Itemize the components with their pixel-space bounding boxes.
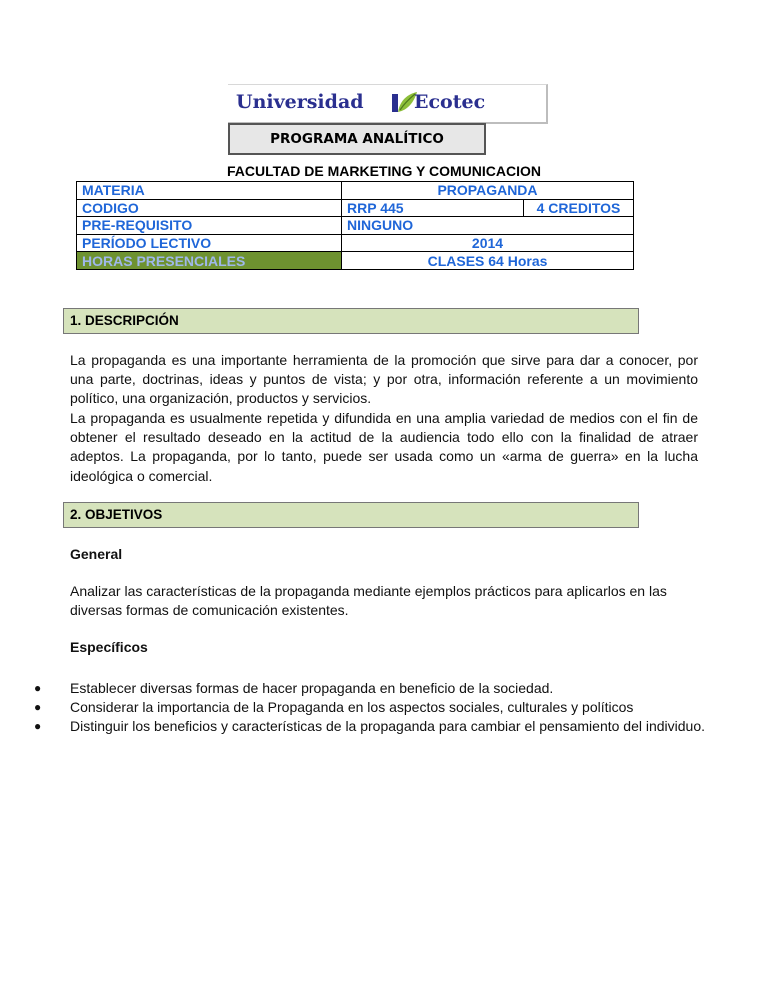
list-item [34, 717, 734, 736]
list-item-text: Distinguir los beneficios y características de la propaganda para cambiar el pensamiento del individuo. [70, 718, 706, 735]
table-row [77, 199, 634, 217]
value-creditos: 4 CREDITOS [524, 199, 634, 217]
course-info-table [76, 181, 634, 270]
description-paragraph-1: La propaganda es una importante herramienta de la promoción que sirve para dar a conocer, por una parte, doctrinas, ideas y puntos de vista; y por otra, información referente a un movimiento político, una organización, productos y servicios. [70, 352, 698, 407]
bullet-icon: ● [34, 719, 42, 734]
section-heading-text: 1. DESCRIPCIÓN [70, 313, 179, 328]
bullet-icon: ● [34, 681, 42, 695]
value-prerequisito: NINGUNO [342, 217, 634, 235]
section-heading-text: 2. OBJETIVOS [70, 507, 163, 522]
general-text: Analizar las características de la propaganda mediante ejemplos prácticos para aplicarlos en las diversas formas de comunicación existentes. [70, 583, 667, 619]
program-title: PROGRAMA ANALÍTICO [270, 131, 444, 147]
list-item-text: Establecer diversas formas de hacer propaganda en beneficio de la sociedad. [70, 680, 554, 696]
specific-objectives-list [34, 679, 734, 737]
value-materia: PROPAGANDA [342, 182, 634, 200]
list-item [34, 698, 734, 717]
table-row [77, 252, 634, 270]
logo-text-universidad: Universidad [236, 91, 364, 113]
label-periodo: PERÍODO LECTIVO [77, 234, 342, 252]
section-heading-objectives [63, 502, 639, 528]
list-item-text: Considerar la importancia de la Propaganda en los aspectos sociales, culturales y políticos [70, 699, 634, 716]
section-heading-description [63, 308, 639, 334]
label-horas: HORAS PRESENCIALES [77, 252, 342, 270]
value-periodo: 2014 [342, 234, 634, 252]
faculty-title: FACULTAD DE MARKETING Y COMUNICACION [227, 163, 541, 179]
value-horas: CLASES 64 Horas [342, 252, 634, 270]
logo-text-ecotec: Ecotec [414, 91, 486, 113]
program-title-box [228, 123, 486, 155]
value-codigo: RRP 445 [342, 199, 524, 217]
label-codigo: CODIGO [77, 199, 342, 217]
table-row [77, 182, 634, 200]
label-materia: MATERIA [77, 182, 342, 200]
university-logo [228, 84, 548, 124]
label-prerequisito: PRE-REQUISITO [77, 217, 342, 235]
table-row [77, 217, 634, 235]
description-paragraph-2: La propaganda es usualmente repetida y difundida en una amplia variedad de medios con el fin de obtener el resultado deseado en la actitud de la audiencia todo ello con la finalidad de atraer adeptos. La propaganda, por lo tanto, puede ser usada como un «arma de guerra» en la lucha ideológica o comercial. [70, 410, 698, 484]
general-title: General [70, 546, 123, 562]
specific-title: Específicos [70, 639, 148, 655]
list-item [34, 679, 734, 698]
table-row [77, 234, 634, 252]
bullet-icon: ● [34, 700, 42, 715]
